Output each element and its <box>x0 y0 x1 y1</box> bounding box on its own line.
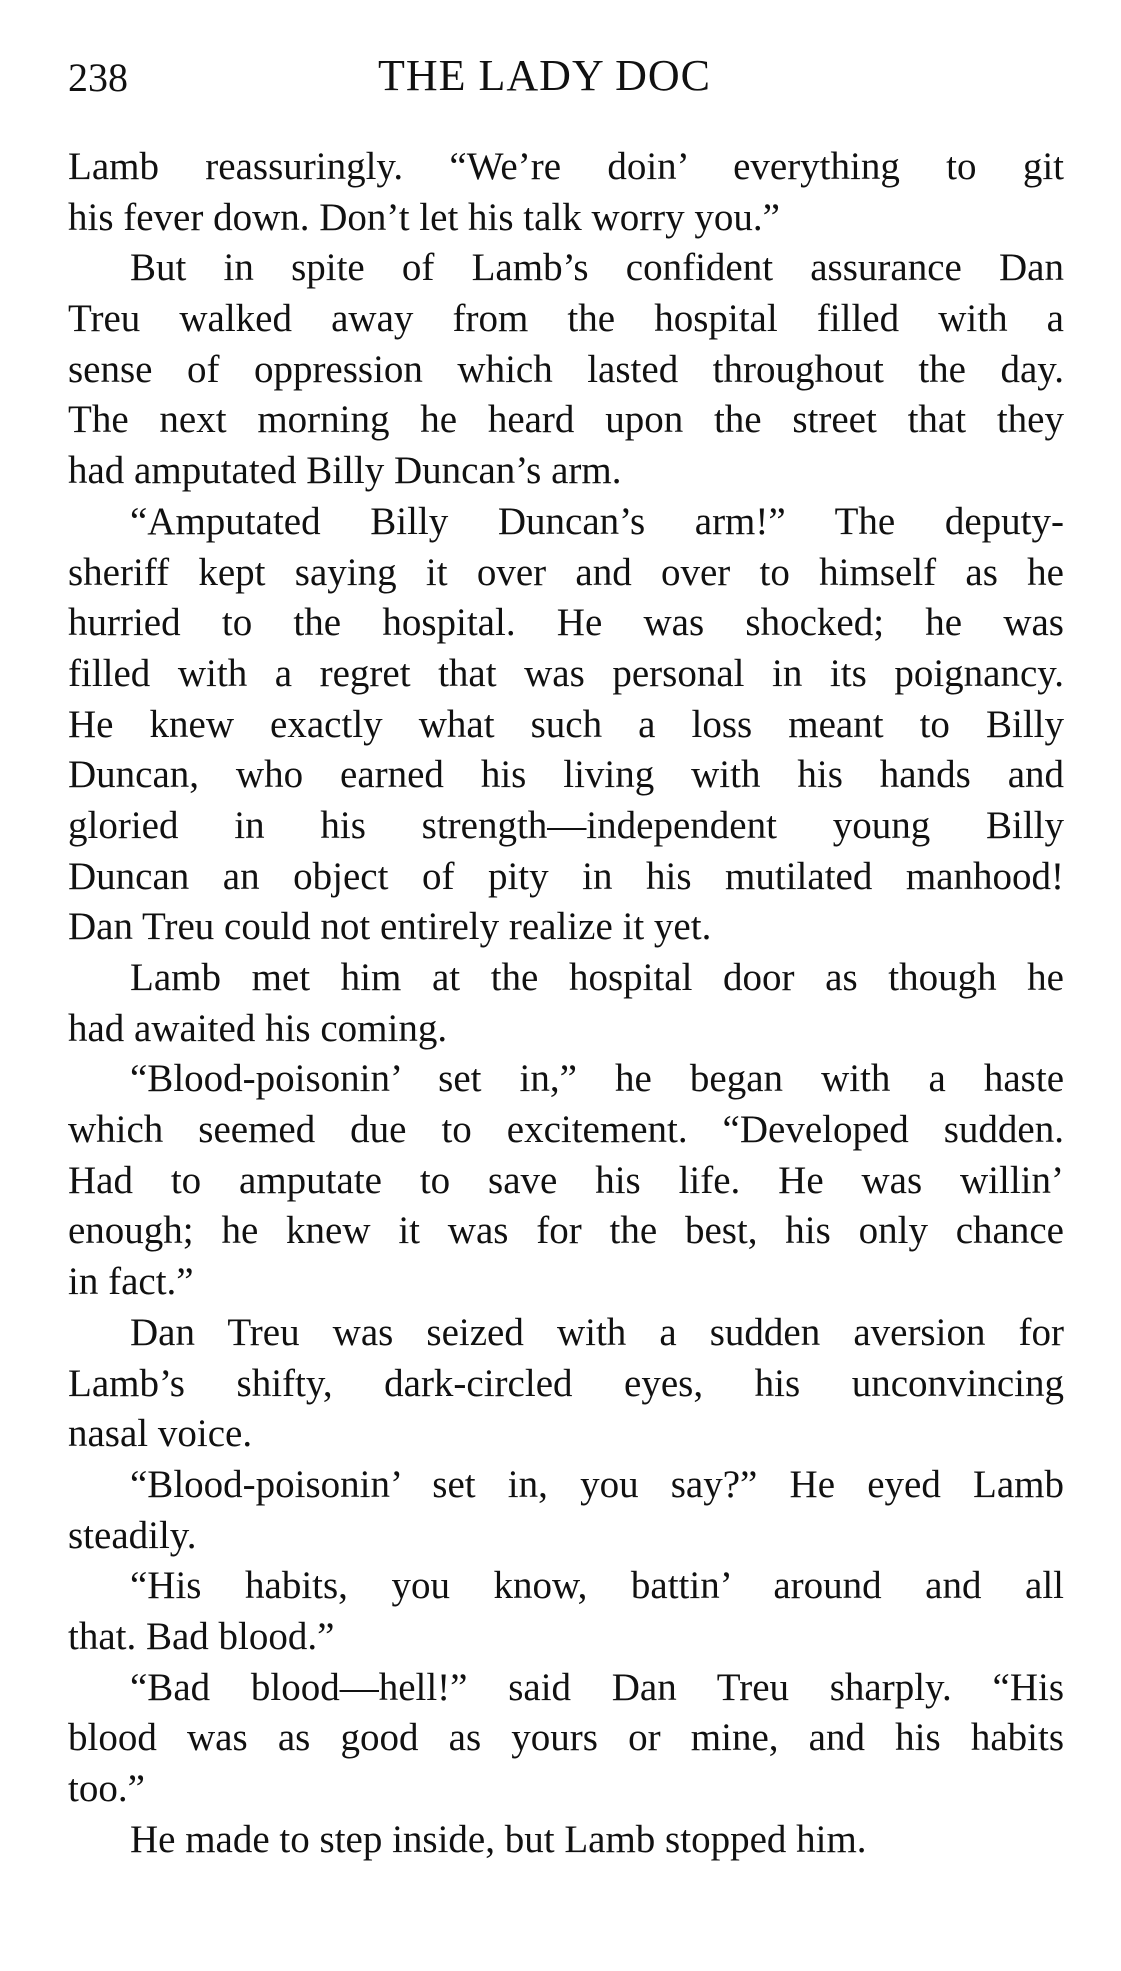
text-line: “His habits, you know, battin’ around and all <box>130 1564 1064 1608</box>
text-line: nasal voice. <box>68 1412 253 1456</box>
text-line: hurried to the hospital. He was shocked; he was <box>68 601 1064 645</box>
text-line: that. Bad blood.” <box>68 1614 335 1658</box>
text-line: He knew exactly what such a loss meant to Billy <box>68 702 1064 746</box>
text-line: “Bad blood—hell!” said Dan Treu sharply. “His <box>130 1665 1064 1709</box>
text-line: Lamb reassuringly. “We’re doin’ everything to git <box>68 145 1064 188</box>
text-line: gloried in his strength—independent young Billy <box>68 803 1064 847</box>
text-line: Duncan, who earned his living with his hands and <box>68 753 1064 797</box>
text-line: his fever down. Don’t let his talk worry you.” <box>68 195 780 239</box>
text-line: Lamb’s shifty, dark-circled eyes, his unconvincing <box>68 1361 1064 1405</box>
text-line: Lamb met him at the hospital door as though he <box>130 956 1064 999</box>
text-line: too.” <box>68 1767 145 1810</box>
text-line: But in spite of Lamb’s confident assurance Dan <box>130 246 1064 290</box>
text-line: Had to amputate to save his life. He was willin’ <box>68 1158 1064 1202</box>
text-line: steadily. <box>68 1513 197 1557</box>
text-line: sheriff kept saying it over and over to himself as he <box>68 550 1064 594</box>
text-line: “Blood-poisonin’ set in,” he began with a haste <box>130 1057 1064 1101</box>
page-number: 238 <box>68 55 128 100</box>
text-line: Duncan an object of pity in his mutilated manhood! <box>68 854 1064 898</box>
text-line: in fact.” <box>68 1260 194 1304</box>
text-line: He made to step inside, but Lamb stopped him. <box>130 1817 867 1861</box>
text-line: enough; he knew it was for the best, his only chance <box>68 1209 1064 1253</box>
text-line: blood was as good as yours or mine, and his habits <box>68 1716 1064 1760</box>
text-line: which seemed due to excitement. “Developed sudden. <box>68 1108 1064 1152</box>
body-text <box>68 142 1064 1865</box>
text-line: Dan Treu was seized with a sudden aversion for <box>130 1310 1064 1354</box>
running-title: THE LADY DOC <box>378 51 711 100</box>
text-line: “Amputated Billy Duncan’s arm!” The deputy- <box>130 499 1064 543</box>
text-line: “Blood-poisonin’ set in, you say?” He eyed Lamb <box>130 1462 1064 1506</box>
page-header <box>68 50 1068 110</box>
text-line: sense of oppression which lasted throughout the day. <box>68 347 1064 391</box>
text-line: The next morning he heard upon the street that they <box>68 398 1064 442</box>
text-line: Dan Treu could not entirely realize it yet. <box>68 905 712 949</box>
text-line: Treu walked away from the hospital filled with a <box>68 297 1064 341</box>
text-line: filled with a regret that was personal in its poignancy. <box>68 651 1064 695</box>
text-line: had amputated Billy Duncan’s arm. <box>68 449 622 493</box>
text-line: had awaited his coming. <box>68 1006 448 1050</box>
